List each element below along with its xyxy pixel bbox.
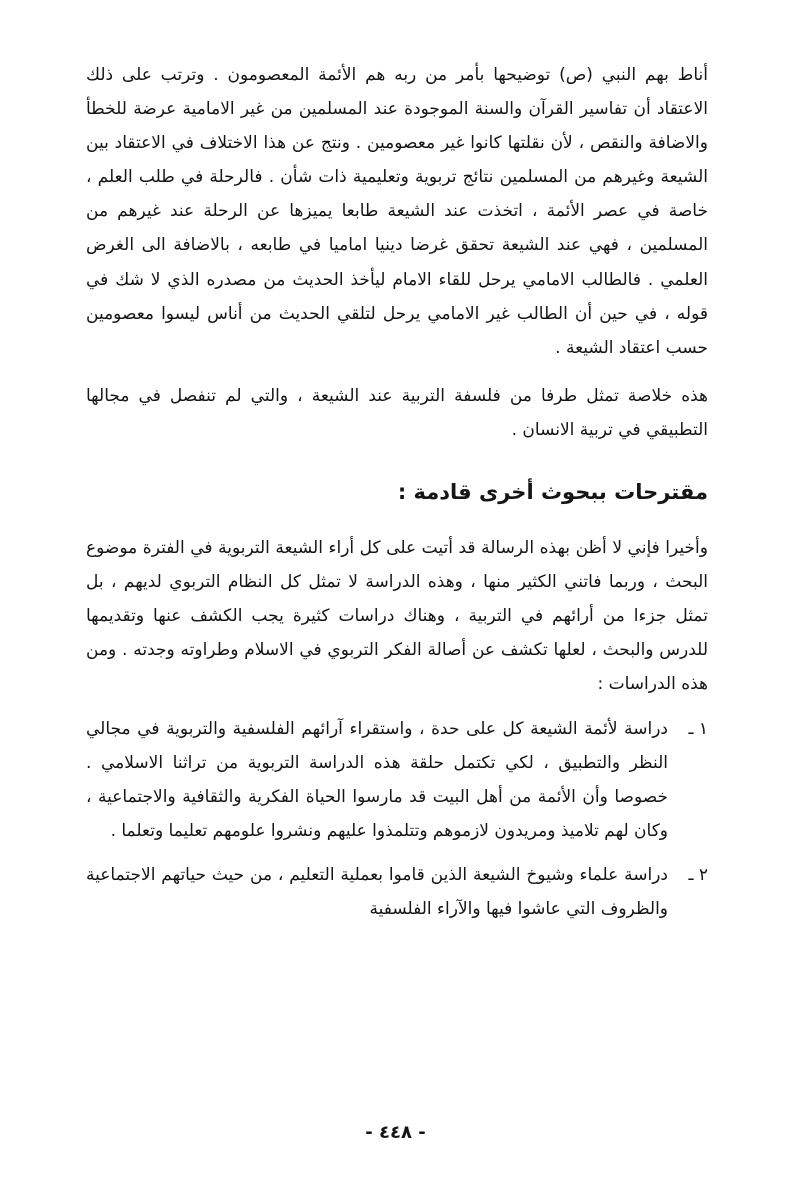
page-number: - ٤٤٨ - xyxy=(365,1122,426,1143)
paragraph-imams-infallibility: أناط بهم النبي (ص) توضيحها بأمر من ربه هم الأئمة المعصومون . وترتب على ذلك الاعتقاد أن تفاسير القرآن والسنة الموجودة عند المسلمين من غير الامامية عرضة للخطأ والاضافة والنقص ، لأن نقلتها كانوا غير معصومين . ونتج عن هذا الاختلاف في الاعتقاد بين الشيعة وغيرهم من المسلمين نتائج تربوية وتعليمية ذات شأن . فالرحلة في طلب العلم ، خاصة في عصر الأئمة ، اتخذت عند الشيعة طابعا يميزها عن الرحلة عند غيرهم من المسلمين ، فهي عند الشيعة تحقق غرضا دينيا اماميا في طابعه ، بالاضافة الى الغرض العلمي . فالطالب الامامي يرحل للقاء الامام ليأخذ الحديث من مصدره الذي لا شك في قوله ، في حين أن الطالب غير الامامي يرحل لتلقي الحديث من أناس ليسوا معصومين حسب اعتقاد الشيعة . xyxy=(86,65,708,358)
document-page xyxy=(86,54,708,1154)
list-number: ٢ ـ xyxy=(688,864,708,885)
list-text: دراسة علماء وشيوخ الشيعة الذين قاموا بعملية التعليم ، من حيث حياتهم الاجتماعية والظروف التي عاشوا فيها والآراء الفلسفية xyxy=(86,864,668,919)
list-item-1 xyxy=(86,712,708,848)
list-item-2 xyxy=(86,858,708,926)
list-number: ١ ـ xyxy=(688,718,708,739)
section-heading: مقترحات ببحوث أخرى قادمة : xyxy=(397,480,708,505)
paragraph-future-research: وأخيرا فإني لا أظن بهذه الرسالة قد أتيت على كل أراء الشيعة التربوية في الفترة موضوع البحث ، وربما فاتني الكثير منها ، وهذه الدراسة لا تمثل كل النظام التربوي لديهم ، بل تمثل جزءا من أرائهم في التربية ، وهناك دراسات كثيرة يجب الكشف عنها وتقديمها للدرس والبحث ، لعلها تكشف عن أصالة الفكر التربوي في الاسلام وطراوته وجدته . ومن هذه الدراسات : xyxy=(86,538,708,695)
paragraph-summary: هذه خلاصة تمثل طرفا من فلسفة التربية عند الشيعة ، والتي لم تنفصل في مجالها التطبيقي في تربية الانسان . xyxy=(86,385,708,440)
list-text: دراسة لأئمة الشيعة كل على حدة ، واستقراء آرائهم الفلسفية والتربوية في مجالي النظر والتطبيق ، لكي تكتمل حلقة هذه الدراسة التربوية من تراثنا الاسلامي . خصوصا وأن الأئمة من أهل البيت قد مارسوا الحياة الفكرية والثقافية والاجتماعية ، وكان لهم تلاميذ ومريدون لازموهم وتتلمذوا عليهم ونشروا علومهم تعليما وتعلما . xyxy=(86,718,668,841)
